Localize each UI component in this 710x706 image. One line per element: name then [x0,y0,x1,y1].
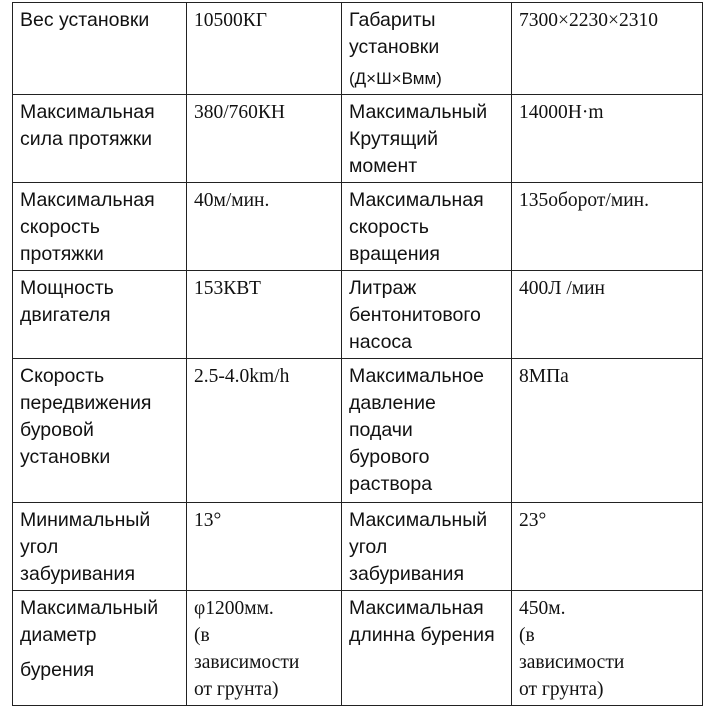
spec-label-max-drill-diameter: Максимальный диаметр бурения [13,591,187,706]
spec-value-travel-speed: 2.5-4.0km/h [187,359,342,503]
spec-value-engine-power: 153КВТ [187,271,342,359]
table-row [13,591,703,706]
spec-value-max-pull-force: 380/760КН [187,95,342,183]
spec-value-min-entry-angle: 13° [187,503,342,591]
spec-label-min-entry-angle: Минимальный угол забуривания [13,503,187,591]
table-row [13,359,703,503]
spec-label-max-torque: Максимальный Крутящий момент [342,95,512,183]
spec-label-dimensions: Габариты установки (Д×Ш×Вмм) [342,3,512,95]
table-row [13,3,703,95]
spec-label-max-drill-length: Максимальная длинна бурения [342,591,512,706]
spec-value-max-rotation-speed: 135оборот/мин. [512,183,703,271]
spec-label-mud-pressure: Максимальное давление подачи бурового раствора [342,359,512,503]
spec-value-max-entry-angle: 23° [512,503,703,591]
spec-label-weight: Вес установки [13,3,187,95]
spec-value-weight: 10500КГ [187,3,342,95]
spec-label-travel-speed: Скорость передвижения буровой установки [13,359,187,503]
spec-label-max-entry-angle: Максимальный угол забуривания [342,503,512,591]
spec-value-dimensions: 7300×2230×2310 [512,3,703,95]
table-row [13,95,703,183]
table-row [13,503,703,591]
spec-label-max-pull-speed: Максимальная скорость протяжки [13,183,187,271]
table-row [13,183,703,271]
spec-label-max-pull-force: Максимальная сила протяжки [13,95,187,183]
spec-label-engine-power: Мощность двигателя [13,271,187,359]
table-row [13,271,703,359]
spec-value-pump-flow: 400Л /мин [512,271,703,359]
specifications-table [12,2,703,706]
spec-label-pump-flow: Литраж бентонитового насоса [342,271,512,359]
spec-value-max-torque: 14000Н·m [512,95,703,183]
spec-label-max-rotation-speed: Максимальная скорость вращения [342,183,512,271]
spec-value-max-pull-speed: 40м/мин. [187,183,342,271]
spec-value-max-drill-diameter: φ1200мм. (в зависимости от грунта) [187,591,342,706]
spec-value-max-drill-length: 450м. (в зависимости от грунта) [512,591,703,706]
spec-value-mud-pressure: 8МПа [512,359,703,503]
